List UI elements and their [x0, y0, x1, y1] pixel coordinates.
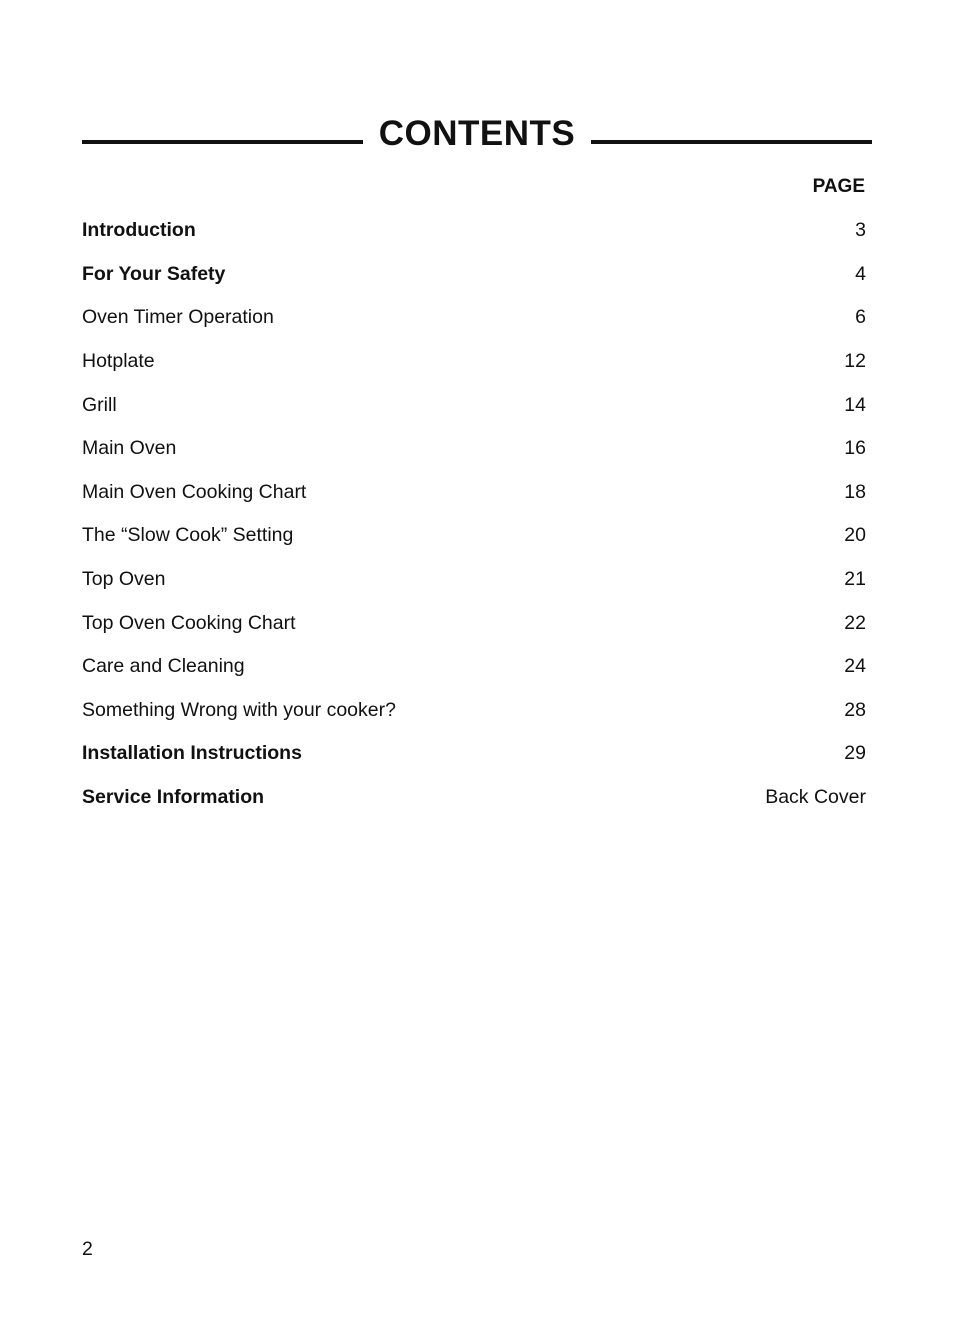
toc-entry-label: Something Wrong with your cooker?	[82, 698, 396, 721]
toc-entry[interactable]	[82, 383, 866, 427]
toc-entry-page: 20	[844, 524, 866, 547]
toc-entry-page: 18	[844, 480, 866, 503]
toc-entry[interactable]	[82, 471, 866, 515]
toc-entry-page: 4	[855, 262, 866, 285]
toc-entry-label: Top Oven Cooking Chart	[82, 611, 296, 634]
toc-entry-label: Care and Cleaning	[82, 655, 245, 678]
toc-entry-label: For Your Safety	[82, 262, 226, 285]
toc-entry[interactable]	[82, 340, 866, 384]
page-title: CONTENTS	[378, 114, 576, 153]
toc-entry[interactable]	[82, 776, 866, 820]
toc-entry[interactable]	[82, 601, 866, 645]
toc-entry-label: Introduction	[82, 219, 196, 242]
heading-rule-right	[591, 140, 872, 144]
toc-entry-page: 3	[855, 219, 866, 242]
toc-entry[interactable]	[82, 732, 866, 776]
toc-entry-label: Hotplate	[82, 350, 155, 373]
toc-entry-page: 14	[844, 393, 866, 416]
toc-entry-label: Oven Timer Operation	[82, 306, 274, 329]
toc-entry-page: 24	[844, 655, 866, 678]
toc-entry-page: 28	[844, 698, 866, 721]
heading-rule-left	[82, 140, 363, 144]
toc-entry[interactable]	[82, 689, 866, 733]
toc-entry-label: Installation Instructions	[82, 742, 302, 765]
toc-entry-page: 22	[844, 611, 866, 634]
table-of-contents	[82, 209, 866, 819]
toc-entry-page: 29	[844, 742, 866, 765]
toc-entry-label: Service Information	[82, 786, 265, 809]
toc-entry-label: Top Oven	[82, 568, 166, 591]
page-column-header: PAGE	[812, 176, 865, 197]
toc-entry[interactable]	[82, 514, 866, 558]
toc-entry[interactable]	[82, 253, 866, 297]
toc-entry[interactable]	[82, 558, 866, 602]
toc-entry[interactable]	[82, 645, 866, 689]
toc-entry-label: Grill	[82, 393, 117, 416]
footer-page-number: 2	[82, 1238, 93, 1260]
toc-entry-page: 12	[844, 350, 866, 373]
toc-entry[interactable]	[82, 296, 866, 340]
toc-entry-page: 16	[844, 437, 866, 460]
toc-entry-page: 6	[855, 306, 866, 329]
toc-entry-label: Main Oven	[82, 437, 177, 460]
toc-entry[interactable]	[82, 209, 866, 253]
toc-entry-page: 21	[844, 568, 866, 591]
toc-entry-label: The “Slow Cook” Setting	[82, 524, 294, 547]
toc-entry-label: Main Oven Cooking Chart	[82, 480, 307, 503]
toc-entry[interactable]	[82, 427, 866, 471]
contents-heading	[82, 112, 872, 156]
toc-entry-page: Back Cover	[765, 786, 866, 809]
